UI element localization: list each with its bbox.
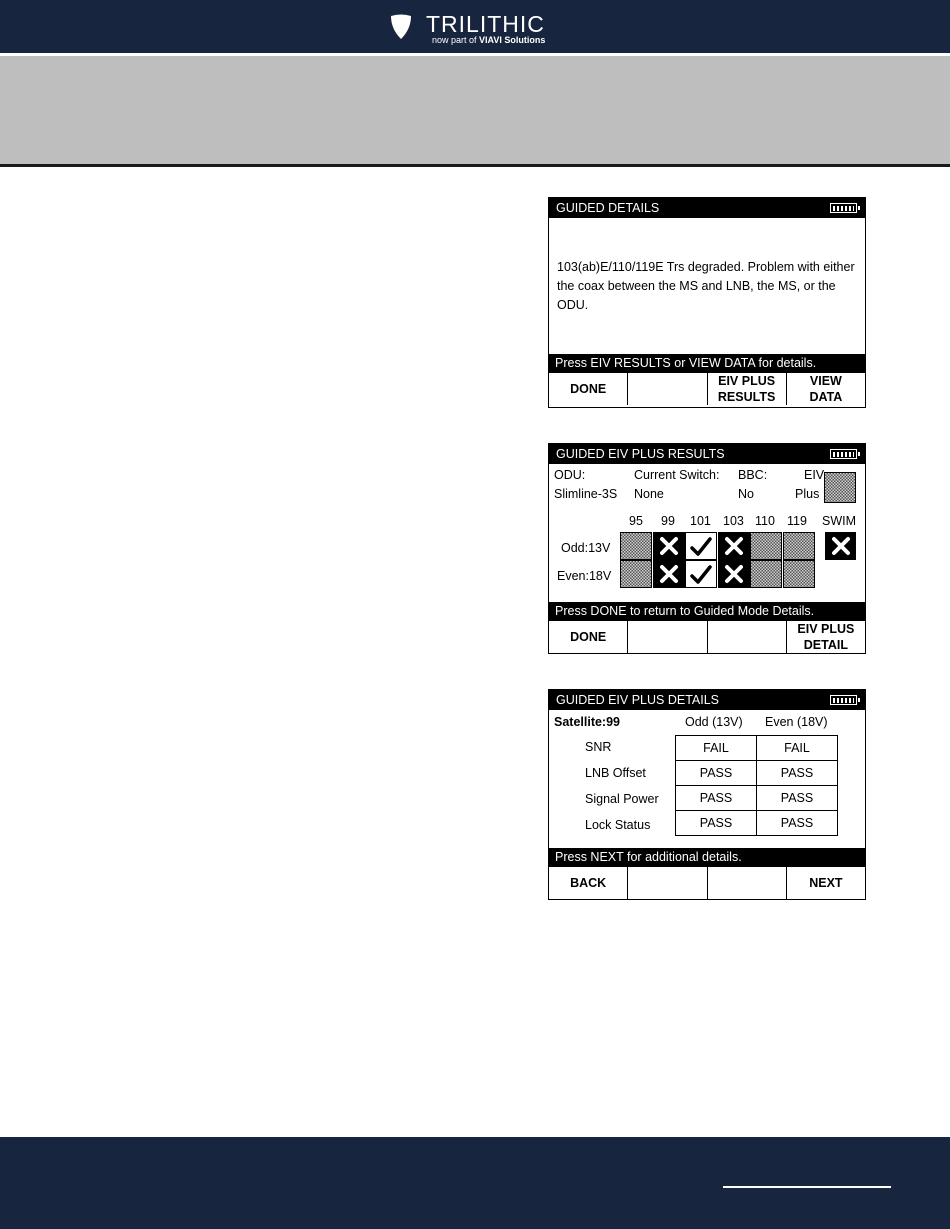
col-95: 95 xyxy=(629,514,643,528)
col-99: 99 xyxy=(661,514,675,528)
blank-softkey[interactable] xyxy=(628,867,707,899)
blank-softkey[interactable] xyxy=(628,621,707,653)
satellite-label: Satellite:99 xyxy=(554,715,621,729)
col-110: 110 xyxy=(755,514,775,528)
blank-softkey[interactable] xyxy=(708,621,787,653)
col-103: 103 xyxy=(723,514,744,528)
even-column-header: Even (18V) xyxy=(765,715,828,729)
table-row xyxy=(676,786,838,811)
table-row xyxy=(676,736,838,761)
guided-details-screen xyxy=(548,197,866,408)
status-line: Press DONE to return to Guided Mode Details. xyxy=(549,602,865,620)
table-row xyxy=(676,761,838,786)
snr-label: SNR xyxy=(585,740,612,754)
details-table xyxy=(675,735,838,836)
eiv-plus-results-softkey[interactable]: EIV PLUS RESULTS xyxy=(708,373,787,405)
guided-eiv-plus-results-screen xyxy=(548,443,866,654)
untested-cell-even-110 xyxy=(750,560,782,588)
done-softkey[interactable]: DONE xyxy=(549,621,628,653)
bbc-label: BBC: xyxy=(738,468,768,482)
status-line: Press NEXT for additional details. xyxy=(549,848,865,866)
footer-bar xyxy=(0,1137,950,1229)
lock-status-odd-cell: PASS xyxy=(676,811,757,836)
shield-logo-icon xyxy=(390,14,412,40)
screen-title-bar xyxy=(549,444,865,464)
x-icon-even-99 xyxy=(653,560,685,588)
screen-title: GUIDED EIV PLUS DETAILS xyxy=(556,693,720,707)
footer-rule xyxy=(723,1186,891,1188)
bbc-value: No xyxy=(738,487,754,501)
title-band-divider xyxy=(0,164,950,167)
battery-icon xyxy=(830,203,857,213)
softkey-row xyxy=(549,620,865,653)
current-switch-value: None xyxy=(634,487,664,501)
title-band xyxy=(0,56,950,164)
screen-title-bar xyxy=(549,198,865,218)
lock-status-even-cell: PASS xyxy=(757,811,838,836)
brand-tagline: now part of VIAVI Solutions xyxy=(432,35,546,45)
x-icon-odd-103 xyxy=(718,532,750,560)
next-softkey[interactable]: NEXT xyxy=(809,876,843,890)
guided-message: 103(ab)E/110/119E Trs degraded. Problem with either the coax between the MS and LNB, the MS, or the ODU. xyxy=(557,260,855,312)
details-body xyxy=(549,710,865,848)
guided-eiv-plus-details-screen xyxy=(548,689,866,900)
col-101: 101 xyxy=(690,514,711,528)
done-softkey[interactable]: DONE xyxy=(549,373,628,405)
blank-softkey[interactable] xyxy=(708,867,787,899)
col-swim: SWIM xyxy=(822,514,857,528)
status-line: Press EIV RESULTS or VIEW DATA for details. xyxy=(549,354,865,372)
screen-title-bar xyxy=(549,690,865,710)
lnb-offset-even-cell: PASS xyxy=(757,761,838,786)
eiv-plus-indicator xyxy=(824,472,856,503)
row-even-label: Even:18V xyxy=(557,569,612,583)
row-odd-label: Odd:13V xyxy=(561,541,611,555)
col-119: 119 xyxy=(787,514,807,528)
screen-title: GUIDED DETAILS xyxy=(556,201,660,215)
untested-cell-even-95 xyxy=(620,560,652,588)
check-icon-odd-101 xyxy=(685,532,717,560)
odd-column-header: Odd (13V) xyxy=(685,715,743,729)
battery-icon xyxy=(830,449,857,459)
signal-power-odd-cell: PASS xyxy=(676,786,757,811)
x-icon-odd-99 xyxy=(653,532,685,560)
current-switch-label: Current Switch: xyxy=(634,468,720,482)
header-bar xyxy=(0,0,950,53)
eiv-plus-detail-softkey[interactable]: EIV PLUS DETAIL xyxy=(797,622,855,652)
untested-cell-odd-110 xyxy=(750,532,782,560)
lock-status-label: Lock Status xyxy=(585,818,651,832)
snr-even-cell: FAIL xyxy=(757,736,838,761)
eiv-label: EIV xyxy=(804,468,825,482)
signal-power-label: Signal Power xyxy=(585,792,659,806)
brand-name: TRILITHIC xyxy=(426,11,545,37)
signal-power-even-cell: PASS xyxy=(757,786,838,811)
untested-cell-odd-119 xyxy=(783,532,815,560)
softkey-row xyxy=(549,866,865,899)
snr-odd-cell: FAIL xyxy=(676,736,757,761)
battery-icon xyxy=(830,695,857,705)
table-row xyxy=(676,811,838,836)
softkey-row xyxy=(549,372,865,405)
screen-title: GUIDED EIV PLUS RESULTS xyxy=(556,447,725,461)
back-softkey[interactable]: BACK xyxy=(549,867,628,899)
blank-softkey[interactable] xyxy=(628,373,707,405)
x-icon-even-103 xyxy=(718,560,750,588)
check-icon-even-101 xyxy=(685,560,717,588)
lnb-offset-label: LNB Offset xyxy=(585,766,646,780)
lnb-offset-odd-cell: PASS xyxy=(676,761,757,786)
swim-x-icon xyxy=(825,532,856,560)
plus-label: Plus xyxy=(795,487,820,501)
untested-cell-even-119 xyxy=(783,560,815,588)
trilithic-logo xyxy=(390,12,570,48)
odu-label: ODU: xyxy=(554,468,586,482)
untested-cell-odd-95 xyxy=(620,532,652,560)
view-data-softkey[interactable]: VIEW DATA xyxy=(809,374,843,404)
results-body xyxy=(549,464,865,602)
odu-value: Slimline-3S xyxy=(554,487,618,501)
